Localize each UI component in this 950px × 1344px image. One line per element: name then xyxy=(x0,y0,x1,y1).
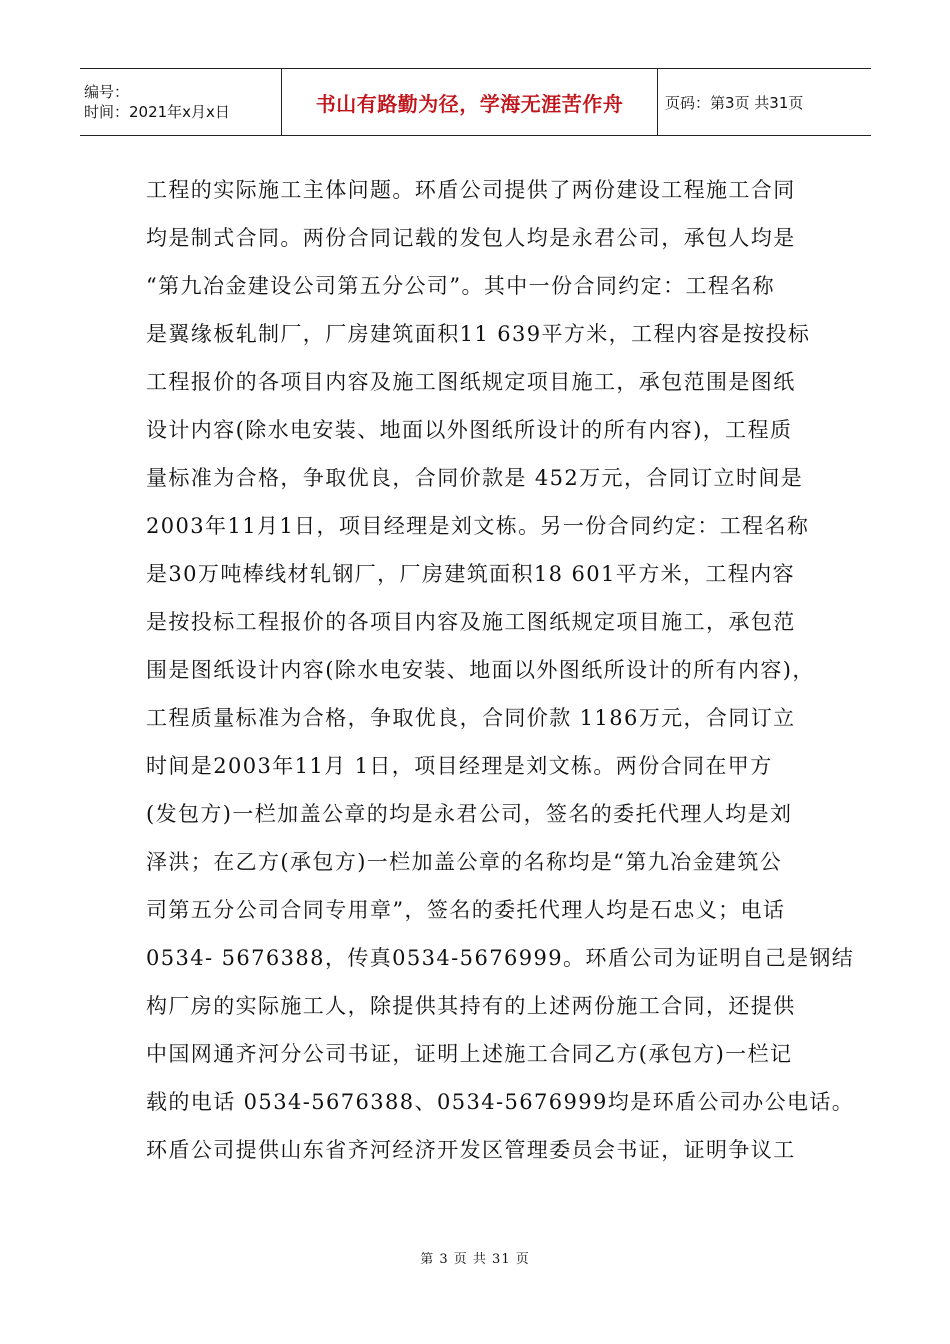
body-line: 0534- 5676388，传真0534-5676999。环盾公司为证明自己是钢结 xyxy=(146,946,855,970)
document-body xyxy=(146,166,855,1174)
body-line: 工程报价的各项目内容及施工图纸规定项目施工，承包范围是图纸 xyxy=(146,370,796,394)
page-footer: 第 3 页 共 31 页 xyxy=(420,1252,530,1267)
document-number-label: 编号： xyxy=(84,83,130,101)
body-line: 司第五分公司合同专用章”，签名的委托代理人均是石忠义；电话 xyxy=(146,898,786,922)
body-line: 是30万吨棒线材轧钢厂，厂房建筑面积18 601平方米，工程内容 xyxy=(146,562,795,586)
body-line: 是翼缘板轧制厂，厂房建筑面积11 639平方米，工程内容是按投标 xyxy=(146,322,811,346)
body-line: 均是制式合同。两份合同记载的发包人均是永君公司，承包人均是 xyxy=(146,226,796,250)
header-motto: 书山有路勤为径，学海无涯苦作舟 xyxy=(315,91,624,116)
body-line: 环盾公司提供山东省齐河经济开发区管理委员会书证，证明争议工 xyxy=(146,1138,796,1162)
page-header xyxy=(80,68,871,136)
body-line: 围是图纸设计内容(除水电安装、地面以外图纸所设计的所有内容)， xyxy=(146,658,815,682)
body-line: 设计内容(除水电安装、地面以外图纸所设计的所有内容)，工程质 xyxy=(146,418,793,442)
body-line: 中国网通齐河分公司书证，证明上述施工合同乙方(承包方)一栏记 xyxy=(146,1042,793,1066)
body-line: 工程的实际施工主体问题。环盾公司提供了两份建设工程施工合同 xyxy=(146,178,796,202)
body-line: 泽洪；在乙方(承包方)一栏加盖公章的名称均是“第九冶金建筑公 xyxy=(146,850,783,874)
header-page-info: 页码：第3页 共31页 xyxy=(665,93,804,112)
body-line: 量标准为合格，争取优良，合同价款是 452万元，合同订立时间是 xyxy=(146,466,804,490)
header-meta xyxy=(80,69,282,135)
body-line: (发包方)一栏加盖公章的均是永君公司，签名的委托代理人均是刘 xyxy=(146,802,793,826)
header-motto-cell xyxy=(282,69,658,135)
body-line: 时间是2003年11月 1日，项目经理是刘文栋。两份合同在甲方 xyxy=(146,754,773,778)
body-line: 是按投标工程报价的各项目内容及施工图纸规定项目施工，承包范 xyxy=(146,610,796,634)
body-line: 载的电话 0534-5676388、0534-5676999均是环盾公司办公电话。 xyxy=(146,1090,855,1114)
body-line: 构厂房的实际施工人，除提供其持有的上述两份施工合同，还提供 xyxy=(146,994,796,1018)
body-line: 工程质量标准为合格，争取优良，合同价款 1186万元，合同订立 xyxy=(146,706,796,730)
document-date-label: 时间：2021年x月x日 xyxy=(84,103,230,121)
body-line: “第九冶金建设公司第五分公司”。其中一份合同约定：工程名称 xyxy=(146,274,776,298)
body-line: 2003年11月1日，项目经理是刘文栋。另一份合同约定：工程名称 xyxy=(146,514,810,538)
